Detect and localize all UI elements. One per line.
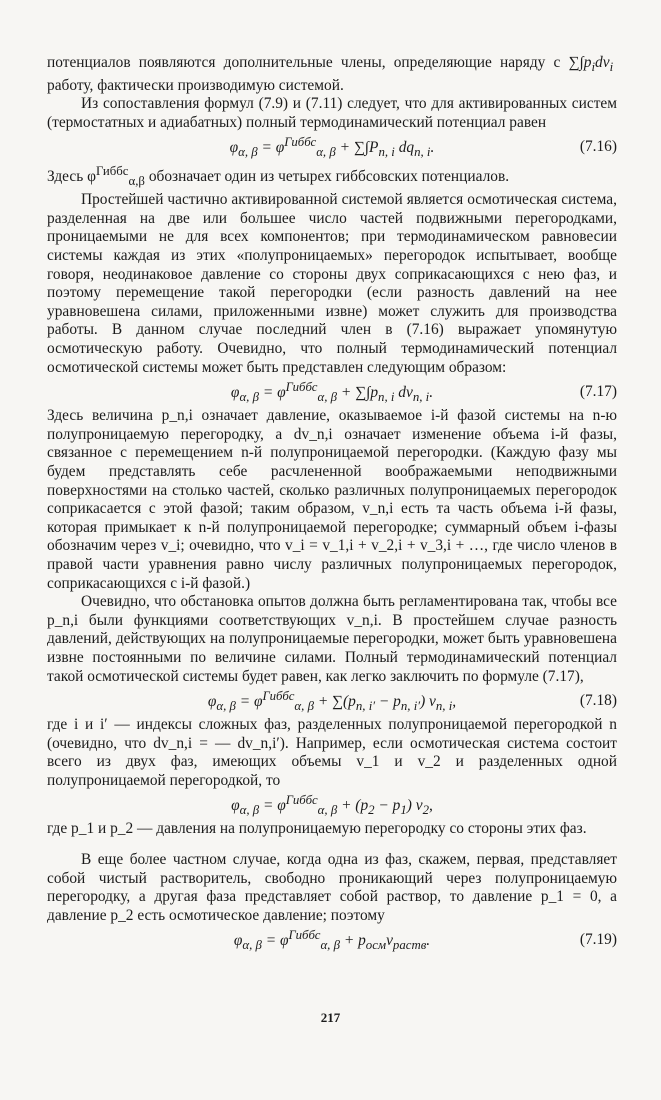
- equation-7-17: $\varphi_{\alpha, \beta} = \varphi^{Гиббс}_{\alpha, \beta} + \sum\int p_{n, i}$ $dv_{n, i}$. (7.17): [230, 380, 617, 405]
- equation-unnumbered: $\varphi_{\alpha, \beta} = \varphi^{Гиббс}_{\alpha, \beta} + (p_2 - p_1)$ $v_2$,: [231, 793, 433, 818]
- paragraph-4: Простейшей частично активированной системой является осмотическая система, разделенная на две или большее число частей подвижными перегородками, проницаемыми не для всех компонентов; при термодинамическом равновесии системы каждая из этих «полупроницаемых» перегородок испытывает, вообще говоря, неодинаковое давление со стороны двух соприкасающихся с нею фаз, и поэтому перемещение такой перегородки (если разность давлений на нее уравновешена силами, приложенными извне) может служить для производства работы. В данном случае последний член в (7.16) выражает упомянутую осмотическую работу. Очевидно, что полный термодинамический потенциал осмотической системы может быть представлен следующим образом:: [47, 191, 617, 376]
- equation-7-16: $\varphi_{\alpha, \beta} = \varphi^{Гиббс}_{\alpha, \beta} + \sum\int P_{n, i}$ $dq_{n, i}$. (7.16): [229, 135, 617, 160]
- paragraph-2: Из сопоставления формул (7.9) и (7.11) следует, что для активированных систем (термостатных и адиабатных) полный термодинамический потенциал равен: [47, 95, 617, 131]
- equation-7-18: $\varphi_{\alpha, \beta} = \varphi^{Гиббс}_{\alpha, \beta} + \sum(p_{n, i'} - p_{n, i'})$ $v_{n, i}$, (7.18): [207, 689, 617, 714]
- paragraph-5: Здесь величина p_n,i означает давление, оказываемое i-й фазой системы на n-ю полупроницаемую перегородку, а dv_n,i означает изменение объема i-й фазы, связанное с перемещением n-й полупроницаемой перегородки. (Каждую фазу мы будем представлять себе расчлененной воображаемыми неподвижными поверхностями на столько частей, сколько различных полупроницаемых перегородок соприкасается с этой фазой; таким образом, v_n,i есть та часть объема i-й фазы, которая примыкает к n-й полупроницаемой перегородке; суммарный объем i-фазы обозначим через v_i; очевидно, что v_i = v_1,i + v_2,i + v_3,i + …, где число членов в правой части уравнения равно числу различных полупроницаемых перегородок, соприкасающихся с i-й фазой.): [47, 407, 617, 592]
- paragraph-7: где i и i′ — индексы сложных фаз, разделенных полупроницаемой перегородкой n (очевидно, что dv_n,i = — dv_n,i′). Например, если осмотическая система состоит всего из двух фаз, имеющих объемы v_1 и v_2 и разделенных одной полупроницаемой перегородкой, то: [47, 716, 617, 789]
- paragraph-8: где p_1 и p_2 — давления на полупроницаемую перегородку со стороны этих фаз.: [47, 820, 587, 838]
- paragraph-1: потенциалов появляются дополнительные члены, определяющие наряду с $\sum\int p_idv_i$ работу, фактически производимую системой.: [47, 54, 617, 94]
- paragraph-6: Очевидно, что обстановка опытов должна быть регламентирована так, чтобы все p_n,i были функциями соответствующих v_n,i. В простейшем случае разность давлений, действующих на полупроницаемые перегородки, может быть уравновешена извне постоянными по величине силами. Полный термодинамический потенциал такой осмотической системы будет равен, как легко заключить по формуле (7.17),: [47, 593, 617, 685]
- page-number: 217: [320, 1010, 341, 1025]
- equation-7-17-number: (7.17): [579, 383, 617, 401]
- paragraph-3: Здесь $\varphi^{Гиббс}_{\alpha,\beta}$ обозначает один из четырех гиббсовских потенциалов.: [47, 164, 510, 189]
- equation-7-16-number: (7.16): [579, 138, 617, 156]
- equation-7-19-number: (7.19): [579, 931, 617, 949]
- paragraph-9: В еще более частном случае, когда одна из фаз, скажем, первая, представляет собой чистый растворитель, свободно проникающий через полупроницаемую перегородку, а другая фаза представляет собой раствор, то давление p_1 = 0, а давление p_2 есть осмотическое давление; поэтому: [47, 851, 617, 924]
- equation-7-18-number: (7.18): [579, 692, 617, 710]
- equation-7-19: $\varphi_{\alpha, \beta} = \varphi^{Гиббс}_{\alpha, \beta} + p_{осм}v_{раств}$. (7.19): [233, 928, 617, 953]
